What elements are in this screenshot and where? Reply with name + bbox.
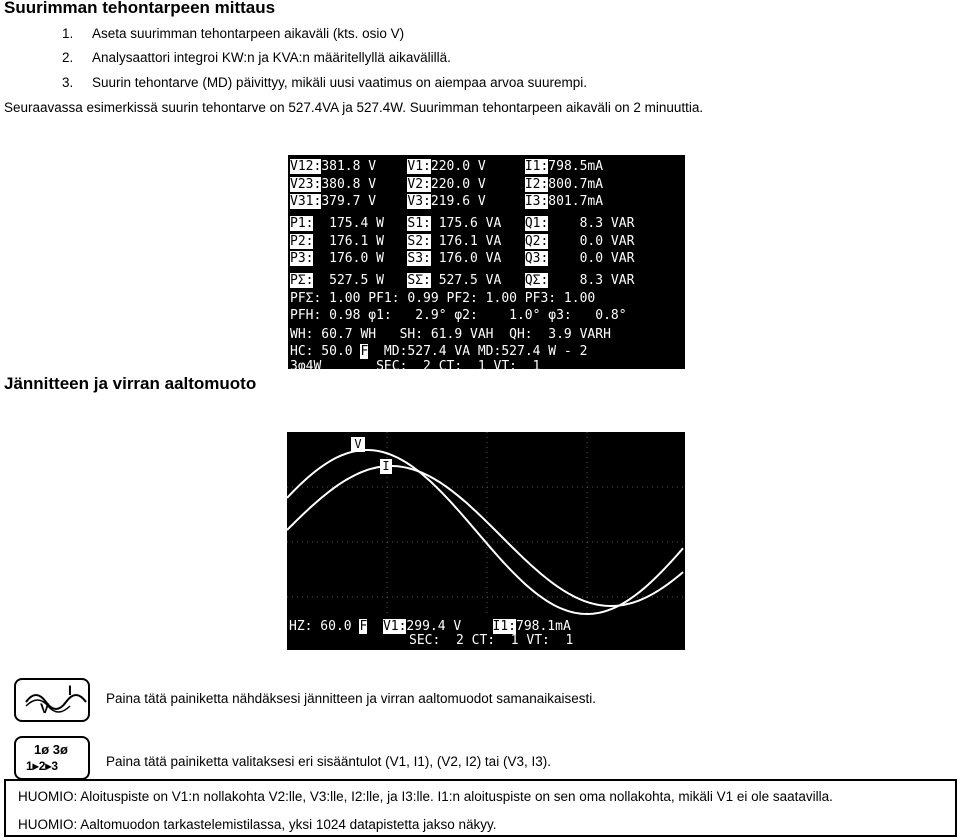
notes-box (4, 779, 957, 837)
step-number: 1. (62, 26, 74, 41)
display-label: F (359, 619, 368, 634)
scope-footer-row2: SEC: 2 CT: 1 VT: 1 (409, 633, 574, 648)
display-value (367, 619, 383, 634)
waveform-button-description: Paina tätä painiketta nähdäksesi jännitteen ja virran aaltomuodot samanaikaisesti. (106, 691, 597, 706)
display-value: 527.5 W (313, 273, 408, 288)
display-value: 801.7mA (548, 194, 604, 209)
display-label: Q1: (524, 216, 549, 231)
display-label: Q3: (524, 251, 549, 266)
display-label: QΣ: (524, 273, 549, 288)
display-label: V12: (290, 159, 322, 174)
display-value: PFH: 0.98 φ1: 2.9° φ2: 1.0° φ3: 0.8° (290, 308, 627, 323)
display-row (290, 344, 587, 359)
step-text: Suurin tehontarve (MD) päivittyy, mikäli uusi vaatimus on aiempaa arvoa suurempi. (92, 75, 587, 90)
button-v-label: V (40, 700, 50, 716)
display-label: I1: (524, 159, 549, 174)
waveform-display (287, 432, 685, 650)
display-value: HC: 50.0 (290, 344, 361, 359)
display-row (290, 251, 634, 266)
voltage-marker: V (351, 437, 365, 452)
display-value: 8.3 VAR (548, 273, 635, 288)
display-row (290, 216, 634, 231)
current-waveform (287, 466, 683, 606)
display-label: PΣ: (290, 273, 314, 288)
display-value: 0.0 VAR (548, 251, 635, 266)
display-value: 0.0 VAR (548, 234, 635, 249)
display-label: S3: (407, 251, 431, 266)
display-value: 8.3 VAR (548, 216, 635, 231)
display-label: V3: (407, 194, 431, 209)
waveform-button-icon (16, 680, 88, 720)
display-label: F (360, 344, 369, 359)
display-value: HZ: 60.0 (289, 619, 360, 634)
display-value: 219.6 V (430, 194, 525, 209)
display-label: Q2: (524, 234, 549, 249)
display-label: V2: (407, 177, 431, 192)
display-label: S2: (407, 234, 431, 249)
analyzer-display (288, 155, 685, 374)
display-label: V31: (290, 194, 322, 209)
step-text: Aseta suurimman tehontarpeen aikaväli (kts. osio V) (92, 26, 405, 41)
display-value: 380.8 V (321, 177, 408, 192)
display-label: I2: (524, 177, 549, 192)
phase-select-button-icon: 1ø 3ø (34, 742, 68, 757)
display-row (290, 327, 611, 342)
input-sequence-label: 1▸2▸3 (26, 759, 59, 773)
voltage-waveform (287, 450, 683, 614)
display-row (290, 159, 603, 174)
display-label: V23: (290, 177, 322, 192)
display-value: WH: 60.7 WH SH: 61.9 VAH QH: 3.9 VARH (290, 327, 611, 342)
display-value: 176.1 W (313, 234, 408, 249)
display-value: 299.4 V (406, 619, 493, 634)
display-label: SΣ: (407, 273, 431, 288)
step-text: Analysaattori integroi KW:n ja KVA:n määritellyllä aikavälillä. (92, 50, 451, 65)
display-value: MD:527.4 VA MD:527.4 W - 2 (368, 344, 588, 359)
display-row (290, 308, 627, 323)
display-label: P1: (290, 216, 314, 231)
display-row (290, 177, 603, 192)
display-value: 176.1 VA (430, 234, 525, 249)
display-label: V1: (382, 619, 407, 634)
display-value: PFΣ: 1.00 PF1: 0.99 PF2: 1.00 PF3: 1.00 (290, 291, 596, 306)
phase-select-button[interactable] (14, 736, 90, 780)
waveform-plot (287, 432, 685, 650)
scope-footer-row1 (289, 620, 571, 634)
step-3 (62, 75, 587, 90)
note-2: HUOMIO: Aaltomuodon tarkastelemistilassa, yksi 1024 datapistetta jakso näkyy. (18, 817, 497, 832)
display-row (290, 291, 595, 306)
section-title: Jännitteen ja virran aaltomuoto (4, 374, 257, 393)
step-2 (62, 50, 451, 65)
display-row (290, 194, 603, 209)
display-label: S1: (407, 216, 431, 231)
display-row (290, 359, 540, 374)
display-value: 175.6 VA (430, 216, 525, 231)
display-row (290, 234, 634, 249)
phase-select-button-description: Paina tätä painiketta valitaksesi eri sisääntulot (V1, I1), (V2, I2) tai (V3, I3). (106, 754, 551, 769)
display-value: 798.5mA (548, 159, 604, 174)
display-value: 381.8 V (321, 159, 408, 174)
waveform-grid (287, 432, 685, 617)
waveform-button[interactable] (14, 678, 90, 722)
display-label: P3: (290, 251, 314, 266)
display-value: 175.4 W (313, 216, 408, 231)
display-label: V1: (407, 159, 431, 174)
display-value: 176.0 W (313, 251, 408, 266)
display-value: 527.5 VA (430, 273, 525, 288)
display-value: 220.0 V (430, 177, 525, 192)
note-1: HUOMIO: Aloituspiste on V1:n nollakohta V2:lle, V3:lle, I2:lle, ja I3:lle. I1:n aloituspiste on sen oma nollakohta, mikäli V1 ei ole saatavilla. (18, 789, 833, 804)
step-number: 3. (62, 75, 74, 90)
display-value: 220.0 V (430, 159, 525, 174)
display-label: I1: (492, 619, 516, 634)
display-label: I3: (524, 194, 549, 209)
display-value: 798.1mA (516, 619, 571, 634)
step-number: 2. (62, 50, 74, 65)
display-label: P2: (290, 234, 314, 249)
display-value: 176.0 VA (430, 251, 525, 266)
page-title: Suurimman tehontarpeen mittaus (4, 0, 276, 17)
current-marker: I (380, 459, 392, 474)
display-row (290, 273, 634, 288)
example-text: Seuraavassa esimerkissä suurin tehontarve on 527.4VA ja 527.4W. Suurimman tehontarpeen aikaväli on 2 minuuttia. (4, 100, 704, 115)
display-value: 379.7 V (321, 194, 408, 209)
display-value: 3φ4W SEC: 2 CT: 1 VT: 1 (290, 359, 541, 374)
display-value: 800.7mA (548, 177, 604, 192)
step-1 (62, 26, 404, 41)
button-i-label: I (68, 682, 72, 698)
